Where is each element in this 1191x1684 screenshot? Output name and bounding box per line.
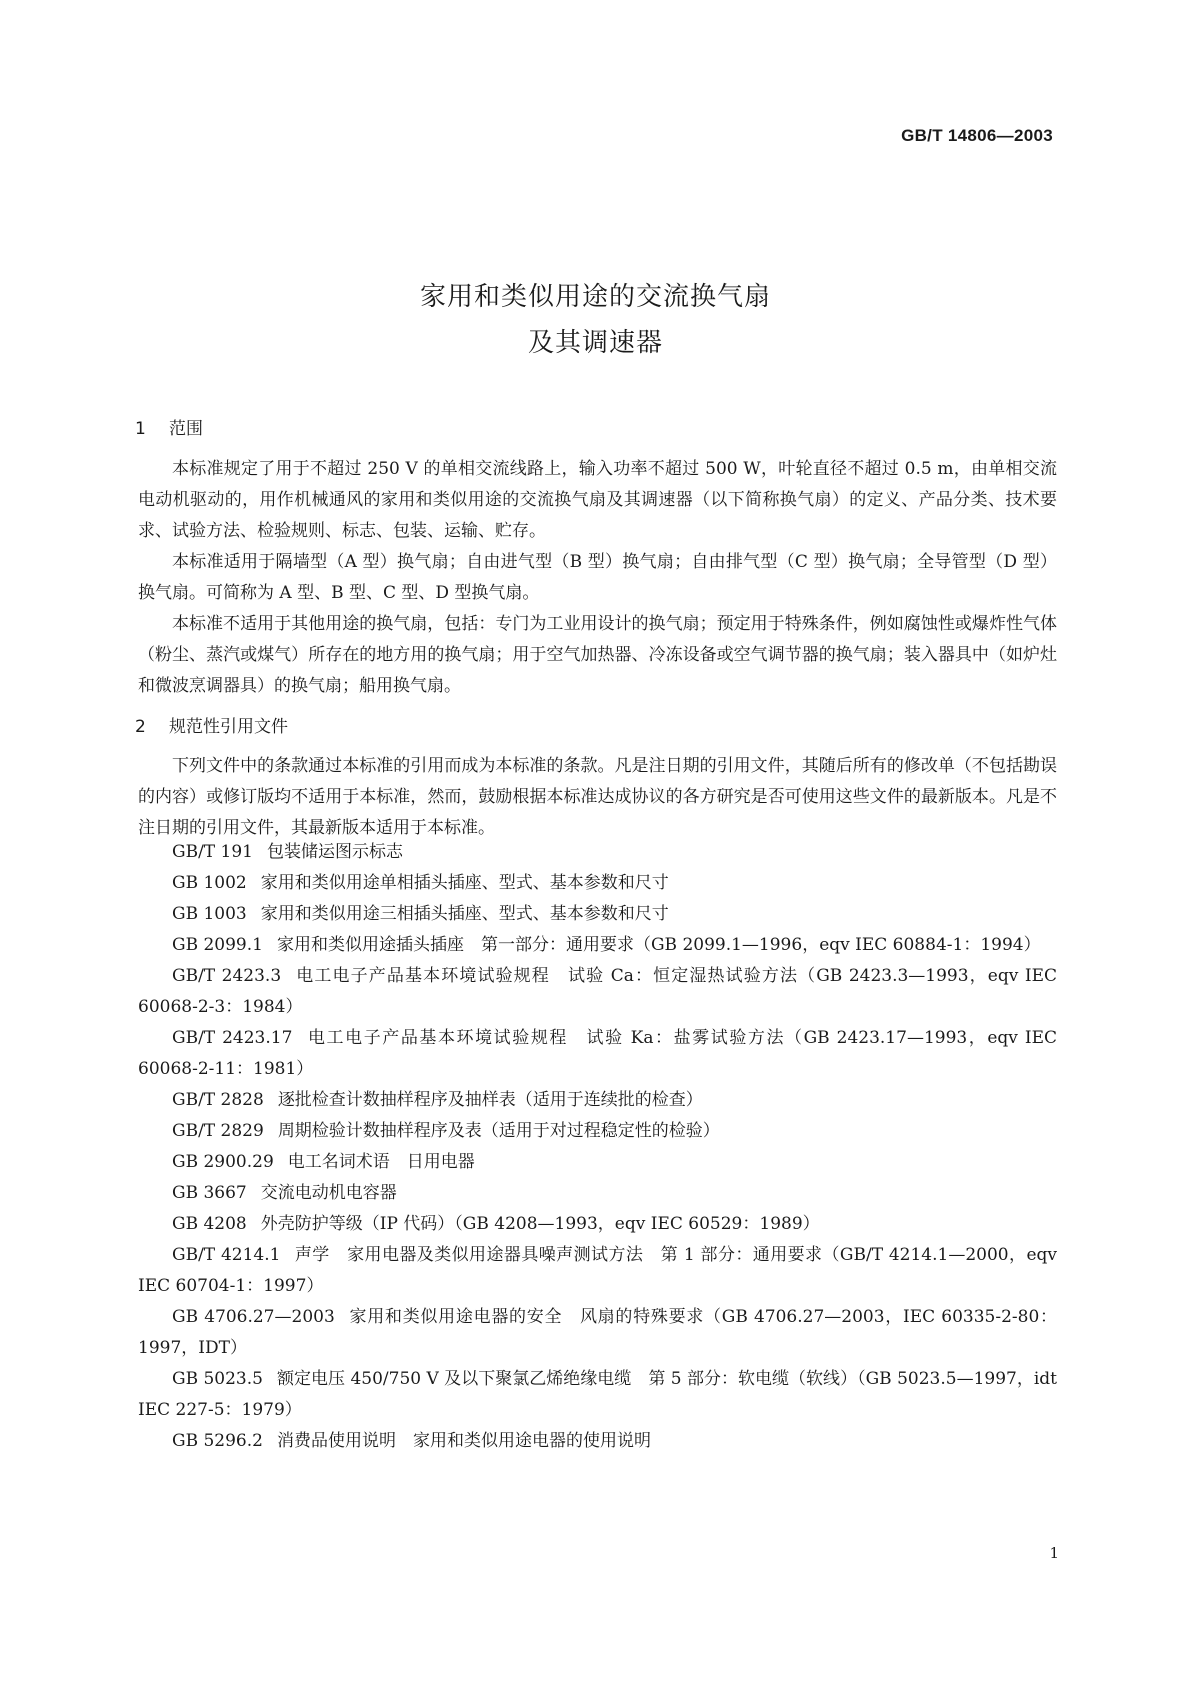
reference-code: GB/T 2829 (172, 1121, 264, 1141)
reference-code: GB 4208 (172, 1214, 247, 1234)
document-title (0, 274, 1191, 366)
reference-item (138, 1302, 1057, 1364)
reference-item (138, 930, 1057, 961)
reference-title: 额定电压 450/750 V 及以下聚氯乙烯绝缘电缆 第 5 部分：软电缆（软线）（GB 5023.5—1997，idt IEC 227-5：1979） (138, 1369, 1058, 1420)
reference-code: GB/T 2828 (172, 1090, 264, 1110)
reference-item (138, 1209, 1057, 1240)
reference-code: GB/T 2423.17 (172, 1028, 293, 1048)
reference-code: GB 4706.27—2003 (172, 1307, 335, 1327)
reference-title: 电工电子产品基本环境试验规程 试验 Ca：恒定湿热试验方法（GB 2423.3—1993，eqv IEC 60068-2-3：1984） (138, 966, 1057, 1017)
reference-title: 电工电子产品基本环境试验规程 试验 Ka：盐雾试验方法（GB 2423.17—1993，eqv IEC 60068-2-11：1981） (138, 1028, 1057, 1079)
reference-code: GB/T 4214.1 (172, 1245, 281, 1265)
reference-title: 逐批检查计数抽样程序及抽样表（适用于连续批的检查） (277, 1090, 703, 1110)
page-number: 1 (1049, 1544, 1059, 1562)
reference-item (138, 1240, 1057, 1302)
reference-item (138, 1147, 1057, 1178)
reference-title: 声学 家用电器及类似用途器具噪声测试方法 第 1 部分：通用要求（GB/T 4214.1—2000，eqv IEC 60704-1：1997） (138, 1245, 1057, 1296)
standard-number: GB/T 14806—2003 (901, 126, 1053, 145)
title-line-1: 家用和类似用途的交流换气扇 (419, 282, 771, 312)
reference-code: GB/T 2423.3 (172, 966, 282, 986)
reference-item (138, 1085, 1057, 1116)
section-2-heading (135, 712, 288, 737)
reference-item (138, 899, 1057, 930)
section-2-number: 2 (135, 717, 146, 737)
reference-item (138, 1426, 1057, 1457)
reference-title: 外壳防护等级（IP 代码）（GB 4208—1993，eqv IEC 60529：1989） (260, 1214, 820, 1234)
reference-title: 交流电动机电容器 (260, 1183, 397, 1203)
reference-title: 周期检验计数抽样程序及表（适用于对过程稳定性的检验） (277, 1121, 720, 1141)
reference-code: GB 2099.1 (172, 935, 263, 955)
reference-item (138, 1116, 1057, 1147)
reference-title: 消费品使用说明 家用和类似用途电器的使用说明 (276, 1431, 651, 1451)
section-1-paragraph-1: 本标准规定了用于不超过 250 V 的单相交流线路上，输入功率不超过 500 W，叶轮直径不超过 0.5 m，由单相交流电动机驱动的，用作机械通风的家用和类似用途的交流换气扇及其调速器（以下简称换气扇）的定义、产品分类、技术要求、试验方法、检验规则、标志、包装、运输、贮存。 (138, 459, 1057, 541)
section-1-paragraph-2: 本标准适用于隔墙型（A 型）换气扇；自由进气型（B 型）换气扇；自由排气型（C 型）换气扇；全导管型（D 型）换气扇。可简称为 A 型、B 型、C 型、D 型换气扇。 (138, 552, 1057, 603)
reference-item (138, 837, 1057, 868)
reference-code: GB 1002 (172, 873, 247, 893)
reference-title: 家用和类似用途单相插头插座、型式、基本参数和尺寸 (260, 873, 669, 893)
reference-code: GB 5023.5 (172, 1369, 263, 1389)
section-1-heading (135, 414, 203, 439)
reference-item (138, 1364, 1057, 1426)
reference-item (138, 1023, 1057, 1085)
reference-code: GB 1003 (172, 904, 247, 924)
reference-title: 家用和类似用途插头插座 第一部分：通用要求（GB 2099.1—1996，eqv IEC 60884-1：1994） (276, 935, 1041, 955)
reference-code: GB 3667 (172, 1183, 247, 1203)
section-1-title: 范围 (169, 419, 203, 439)
reference-code: GB 2900.29 (172, 1152, 274, 1172)
title-line-2: 及其调速器 (527, 328, 663, 358)
section-1-paragraph-3: 本标准不适用于其他用途的换气扇，包括：专门为工业用设计的换气扇；预定用于特殊条件，例如腐蚀性或爆炸性气体（粉尘、蒸汽或煤气）所存在的地方用的换气扇；用于空气加热器、冷冻设备或空气调节器的换气扇；装入器具中（如炉灶和微波烹调器具）的换气扇；船用换气扇。 (138, 614, 1057, 696)
reference-title: 家用和类似用途三相插头插座、型式、基本参数和尺寸 (260, 904, 669, 924)
section-2-title: 规范性引用文件 (169, 717, 288, 737)
reference-item (138, 1178, 1057, 1209)
reference-title: 包装储运图示标志 (267, 842, 403, 862)
reference-title: 电工名词术语 日用电器 (287, 1152, 475, 1172)
reference-code: GB/T 191 (172, 842, 253, 862)
reference-item (138, 868, 1057, 899)
reference-item (138, 961, 1057, 1023)
reference-title: 家用和类似用途电器的安全 风扇的特殊要求（GB 4706.27—2003，IEC 60335-2-80：1997，IDT） (138, 1307, 1058, 1358)
section-1-number: 1 (135, 419, 146, 439)
reference-code: GB 5296.2 (172, 1431, 263, 1451)
section-2-intro: 下列文件中的条款通过本标准的引用而成为本标准的条款。凡是注日期的引用文件，其随后所有的修改单（不包括勘误的内容）或修订版均不适用于本标准，然而，鼓励根据本标准达成协议的各方研究是否可使用这些文件的最新版本。凡是不注日期的引用文件，其最新版本适用于本标准。 (138, 756, 1057, 838)
